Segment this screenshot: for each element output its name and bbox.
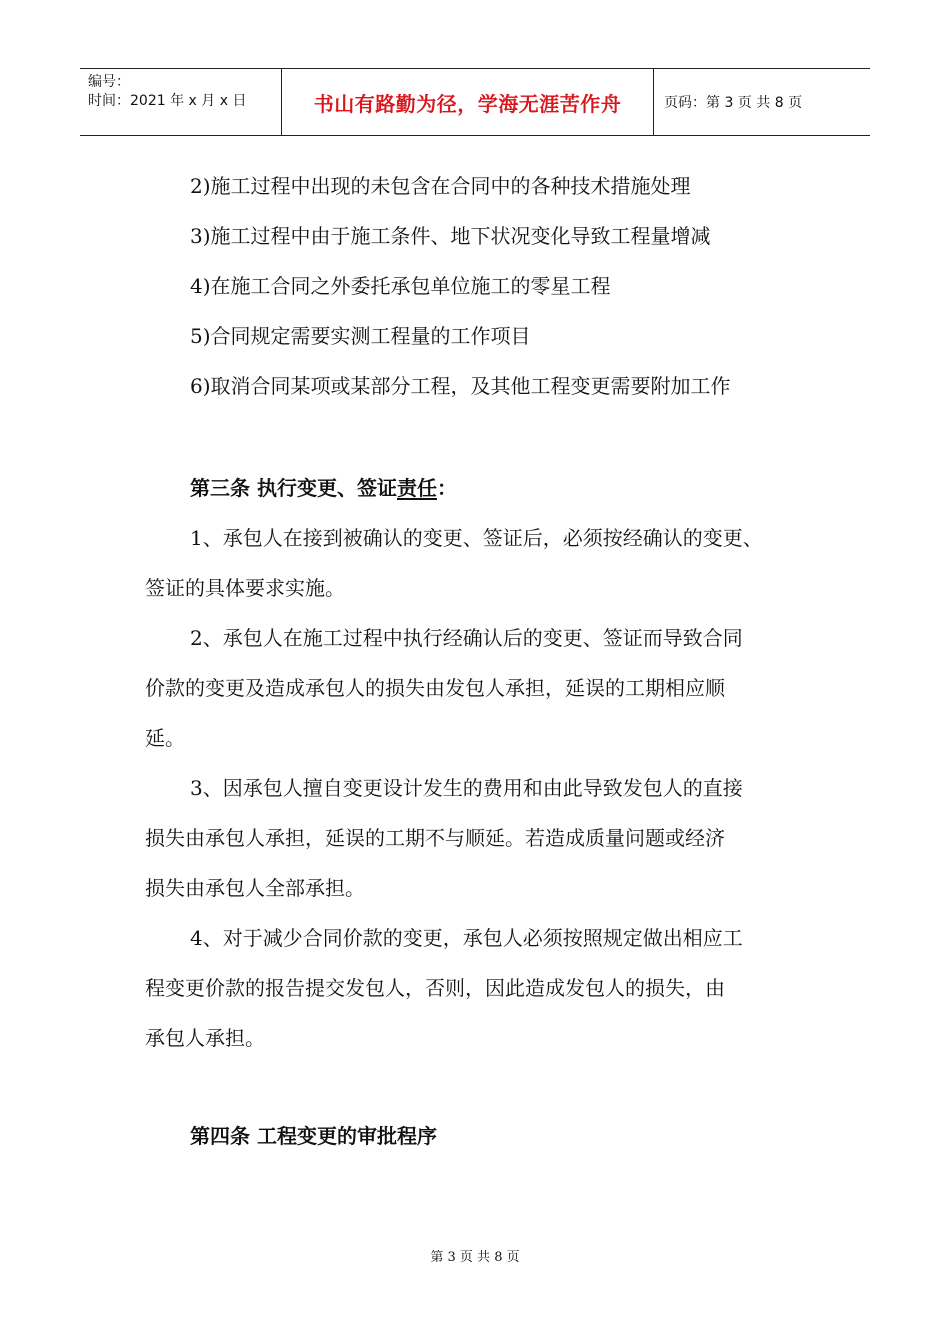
- heading-text: 第三条 执行变更、签证: [190, 476, 397, 500]
- paragraph-line: 程变更价款的报告提交发包人，否则，因此造成发包人的损失，由: [145, 976, 725, 1000]
- paragraph-line: 损失由承包人承担，延误的工期不与顺延。若造成质量问题或经济: [145, 826, 725, 850]
- paragraph-line: 延。: [145, 726, 185, 750]
- paragraph-line: 1、承包人在接到被确认的变更、签证后，必须按经确认的变更、: [190, 526, 763, 550]
- paragraph-line: 承包人承担。: [145, 1026, 265, 1050]
- document-number-label: 编号：: [88, 74, 130, 90]
- paragraph-line: 2、承包人在施工过程中执行经确认后的变更、签证而导致合同: [190, 626, 743, 650]
- heading-underlined-text: 责任: [396, 476, 437, 500]
- list-item: 3)施工过程中由于施工条件、地下状况变化导致工程量增减: [190, 224, 711, 248]
- header-motto-cell: [282, 69, 654, 135]
- paragraph-line: 签证的具体要求实施。: [145, 576, 345, 600]
- header-motto: 书山有路勤为径，学海无涯苦作舟: [313, 91, 622, 116]
- section-heading-article-3: [190, 472, 457, 501]
- paragraph-line: 损失由承包人全部承担。: [145, 876, 365, 900]
- heading-colon: ：: [436, 476, 457, 500]
- list-item: 5)合同规定需要实测工程量的工作项目: [190, 324, 531, 348]
- page-footer: 第 3 页 共 8 页: [430, 1250, 520, 1265]
- paragraph-line: 4、对于减少合同价款的变更，承包人必须按照规定做出相应工: [190, 926, 743, 950]
- list-item: 2)施工过程中出现的未包含在合同中的各种技术措施处理: [190, 174, 691, 198]
- document-date: 时间：2021 年 x 月 x 日: [88, 93, 247, 109]
- page-header: [80, 68, 870, 136]
- paragraph-line: 3、因承包人擅自变更设计发生的费用和由此导致发包人的直接: [190, 776, 743, 800]
- list-item: 6)取消合同某项或某部分工程，及其他工程变更需要附加工作: [190, 374, 731, 398]
- section-heading-article-4: 第四条 工程变更的审批程序: [190, 1124, 437, 1148]
- list-item: 4)在施工合同之外委托承包单位施工的零星工程: [190, 274, 611, 298]
- paragraph-line: 价款的变更及造成承包人的损失由发包人承担，延误的工期相应顺: [145, 676, 725, 700]
- header-meta: [80, 69, 282, 135]
- header-page-info: 页码：第 3 页 共 8 页: [664, 95, 803, 111]
